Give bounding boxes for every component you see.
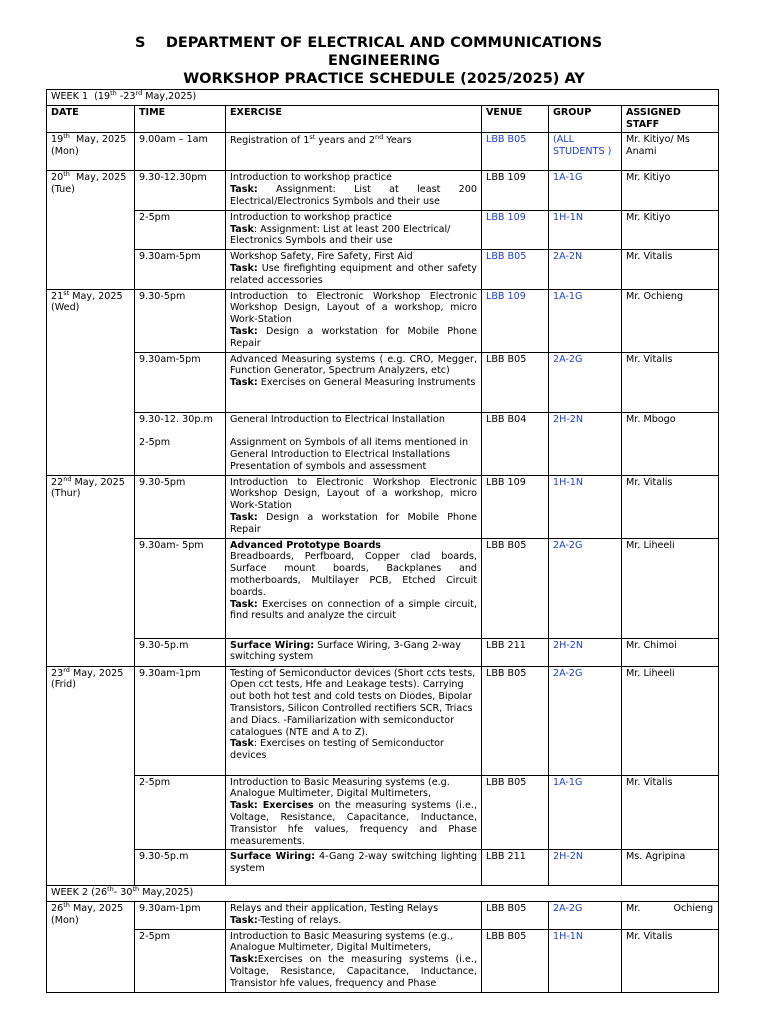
exercise-cell xyxy=(226,850,482,886)
table-row xyxy=(47,250,719,289)
exercise-text: Relays and their application, Testing Relays xyxy=(230,903,439,915)
group-cell: 2A-2N xyxy=(549,250,622,289)
staff-cell: Mr. Vitalis xyxy=(622,475,719,538)
exercise-text: Introduction to Electronic Workshop Electronic Workshop Design, Layout of a workshop, micro Work-Station xyxy=(230,476,477,512)
task-text: Exercises on connection of a simple circuit, find results and analyze the circuit xyxy=(230,598,477,622)
task-label: Task: xyxy=(230,598,258,610)
time-cell: 9.30-12. 30p.m 2-5pm xyxy=(135,412,226,475)
time-cell: 9.30-5p.m xyxy=(135,638,226,666)
department-title: DEPARTMENT OF ELECTRICAL AND COMMUNICATIONS xyxy=(165,35,603,51)
table-row xyxy=(47,850,719,886)
venue-cell: LBB 211 xyxy=(482,850,549,886)
task-text: Use firefighting equipment and other safety related accessories xyxy=(230,262,477,286)
venue-cell: LBB B05 xyxy=(482,666,549,775)
exercise-text: 4-Gang 2-way switching lighting system xyxy=(230,851,478,875)
venue-cell: LBB B05 xyxy=(482,929,549,992)
staff-cell: Mr. Vitalis xyxy=(622,250,719,289)
staff-cell: Mr. Ochieng xyxy=(622,902,719,930)
task-label: Task: xyxy=(230,325,258,337)
header-mark: S xyxy=(135,35,146,51)
table-row xyxy=(47,775,719,850)
staff-cell: Mr. Mbogo xyxy=(622,412,719,475)
date-cell: 19th May, 2025 (Mon) xyxy=(47,133,135,171)
staff-cell: Mr. Kitiyo xyxy=(622,171,719,210)
group-cell: 2A-2G xyxy=(549,352,622,412)
exercise-cell xyxy=(226,210,482,249)
task-text: Design a workstation for Mobile Phone Repair xyxy=(230,325,477,349)
table-row xyxy=(47,171,719,210)
group-cell: 1A-1G xyxy=(549,289,622,352)
table-row xyxy=(47,133,719,171)
exercise-text: Advanced Measuring systems ( e.g. CRO, Megger, Function Generator, Spectrum Analyzers, etc) xyxy=(230,353,477,377)
group-cell: 1H-1N xyxy=(549,475,622,538)
exercise-cell xyxy=(226,289,482,352)
group-cell: (ALL STUDENTS ) xyxy=(549,133,622,171)
group-cell: 2H-2N xyxy=(549,412,622,475)
exercise-cell xyxy=(226,412,482,475)
staff-cell: Mr. Chimoi xyxy=(622,638,719,666)
group-cell: 1H-1N xyxy=(549,210,622,249)
exercise-title: Advanced Prototype Boards xyxy=(230,539,382,551)
task-label: Task: xyxy=(230,377,258,389)
table-row xyxy=(47,352,719,412)
exercise-cell xyxy=(226,250,482,289)
group-cell: 2H-2N xyxy=(549,638,622,666)
exercise-cell xyxy=(226,902,482,930)
time-cell: 9.30am-5pm xyxy=(135,352,226,412)
time-cell: 9.30am-1pm xyxy=(135,666,226,775)
task-text: Exercises on the measuring systems (i.e., Voltage, Resistance, Capacitance, Inductance, Transistor hfe values, frequency and Phase xyxy=(230,954,477,989)
group-cell: 2A-2G xyxy=(549,666,622,775)
table-row xyxy=(47,902,719,930)
exercise-cell xyxy=(226,538,482,638)
venue-cell: LBB B05 xyxy=(482,902,549,930)
table-row xyxy=(47,210,719,249)
exercise-cell xyxy=(226,352,482,412)
exercise-text: Breadboards, Perfboard, Copper clad boards, Surface mount boards, Backplanes and motherboards, Multilayer PCB, Etched Circuit boards. xyxy=(230,551,477,598)
exercise-cell xyxy=(226,666,482,775)
exercise-text-second: Assignment on Symbols of all items mentioned in General Introduction to Electrical Installations Presentation of symbols and assessment xyxy=(230,437,469,472)
task-text: Assignment: List at least 200 Electrical/Electronics Symbols and their use xyxy=(230,184,477,207)
time-cell: 9.30-5pm xyxy=(135,475,226,538)
col-header-staff: ASSIGNED STAFF xyxy=(622,105,719,133)
venue-cell: LBB 211 xyxy=(482,638,549,666)
exercise-cell xyxy=(226,475,482,538)
staff-cell: Mr. Kitiyo xyxy=(622,210,719,249)
staff-cell: Mr. Liheeli xyxy=(622,666,719,775)
task-text: Design a workstation for Mobile Phone Repair xyxy=(230,511,477,535)
task-text: Exercises on General Measuring Instruments xyxy=(260,377,476,389)
time-cell-second: 2-5pm xyxy=(139,437,171,449)
time-cell: 9.30am-5pm xyxy=(135,250,226,289)
table-row xyxy=(47,929,719,992)
time-cell: 9.30-5pm xyxy=(135,289,226,352)
date-cell: 21st May, 2025 (Wed) xyxy=(47,289,135,475)
time-cell: 9.00am – 1am xyxy=(135,133,226,171)
col-header-time: TIME xyxy=(135,105,226,133)
table-row xyxy=(47,412,719,475)
exercise-title: Surface Wiring: xyxy=(230,639,315,651)
task-label: Task: xyxy=(230,184,258,196)
table-row xyxy=(47,638,719,666)
date-cell: 23rd May, 2025 (Frid) xyxy=(47,666,135,886)
exercise-cell xyxy=(226,171,482,210)
task-text: : Exercises on testing of Semiconductor devices xyxy=(230,738,444,762)
exercise-text: Introduction to Basic Measuring systems (e.g. Analogue Multimeter, Digital Multimeters, xyxy=(230,776,450,800)
table-row xyxy=(47,475,719,538)
schedule-title: WORKSHOP PRACTICE SCHEDULE (2025/2025) AY xyxy=(183,71,585,87)
time-cell: 2-5pm xyxy=(135,929,226,992)
staff-cell: Mr. Vitalis xyxy=(622,929,719,992)
staff-cell: Mr. Ochieng xyxy=(622,289,719,352)
col-header-date: DATE xyxy=(47,105,135,133)
venue-cell: LBB B05 xyxy=(482,133,549,171)
exercise-cell xyxy=(226,929,482,992)
task-label: Task: xyxy=(230,914,258,926)
staff-cell: Ms. Agripina xyxy=(622,850,719,886)
task-label: Task xyxy=(230,738,254,750)
group-cell: 1A-1G xyxy=(549,775,622,850)
staff-cell: Mr. Kitiyo/ Ms Anami xyxy=(622,133,719,171)
time-cell: 9.30am-1pm xyxy=(135,902,226,930)
staff-cell: Mr. Vitalis xyxy=(622,775,719,850)
date-cell: 26th May, 2025 (Mon) xyxy=(47,902,135,993)
time-cell: 9.30-12.30pm xyxy=(135,171,226,210)
col-header-group: GROUP xyxy=(549,105,622,133)
exercise-text: Introduction to workshop practice xyxy=(230,172,392,184)
task-text: : Assignment: List at least 200 Electrical/ Electronics Symbols and their use xyxy=(230,223,451,247)
department-title-line2: ENGINEERING xyxy=(328,53,440,69)
date-cell: 22nd May, 2025 (Thur) xyxy=(47,475,135,666)
column-header-row xyxy=(47,105,719,133)
week-2-label: WEEK 2 (26th- 30th May,2025) xyxy=(47,886,719,902)
venue-cell: LBB B05 xyxy=(482,352,549,412)
time-cell: 9.30am- 5pm xyxy=(135,538,226,638)
exercise-cell: Registration of 1st years and 2nd Years xyxy=(226,133,482,171)
venue-cell: LBB 109 xyxy=(482,210,549,249)
exercise-text: General Introduction to Electrical Installation xyxy=(230,413,445,425)
task-label: Task xyxy=(230,223,254,235)
exercise-cell xyxy=(226,638,482,666)
exercise-text: Introduction to Basic Measuring systems (e.g., Analogue Multimeter, Digital Multimeters, xyxy=(230,930,453,954)
week-1-label: WEEK 1 (19th -23rd May,2025) xyxy=(47,90,719,106)
staff-cell: Mr. Liheeli xyxy=(622,538,719,638)
group-cell: 2H-2N xyxy=(549,850,622,886)
venue-cell: LBB B05 xyxy=(482,775,549,850)
venue-cell: LBB 109 xyxy=(482,289,549,352)
task-text: -Testing of relays. xyxy=(257,914,342,926)
task-label: Task: xyxy=(230,954,258,966)
exercise-text: Testing of Semiconductor devices (Short ccts tests, Open cct tests, Hfe and Leakage tests). Carrying out both hot test and cold tests on Diodes, Bipolar Transistors, Silicon Controlled rectifiers SCR, Triacs and Diacs. -Familiarization with semiconductor catalogues (NTE and A to Z). xyxy=(230,667,476,738)
venue-cell: LBB B04 xyxy=(482,412,549,475)
document-header xyxy=(0,34,768,88)
group-cell: 2A-2G xyxy=(549,538,622,638)
col-header-venue: VENUE xyxy=(482,105,549,133)
task-label: Task: xyxy=(230,511,258,523)
exercise-title: Surface Wiring: xyxy=(230,851,316,863)
workshop-schedule-table xyxy=(46,89,719,993)
table-row xyxy=(47,289,719,352)
group-cell: 1H-1N xyxy=(549,929,622,992)
date-cell: 20th May, 2025 (Tue) xyxy=(47,171,135,289)
time-cell: 2-5pm xyxy=(135,775,226,850)
week-1-row xyxy=(47,90,719,106)
group-cell: 1A-1G xyxy=(549,171,622,210)
venue-cell: LBB B05 xyxy=(482,538,549,638)
week-2-row xyxy=(47,886,719,902)
group-cell: 2A-2G xyxy=(549,902,622,930)
venue-cell: LBB 109 xyxy=(482,475,549,538)
exercise-text: Surface Wiring, 3-Gang 2-way switching system xyxy=(230,639,461,663)
exercise-text: Workshop Safety, Fire Safety, First Aid xyxy=(230,251,413,263)
exercise-text: Introduction to workshop practice xyxy=(230,211,392,223)
table-row xyxy=(47,666,719,775)
venue-cell: LBB B05 xyxy=(482,250,549,289)
col-header-exercise: EXERCISE xyxy=(226,105,482,133)
venue-cell: LBB 109 xyxy=(482,171,549,210)
exercise-cell xyxy=(226,775,482,850)
exercise-text: Introduction to Electronic Workshop Electronic Workshop Design, Layout of a workshop, micro Work-Station xyxy=(230,290,477,326)
task-text: on the measuring systems (i.e., Voltage, Resistance, Capacitance, Inductance, Transistor hfe values, frequency and Phase measurements. xyxy=(230,800,477,847)
time-cell: 2-5pm xyxy=(135,210,226,249)
table-row xyxy=(47,538,719,638)
staff-cell: Mr. Vitalis xyxy=(622,352,719,412)
task-label: Task: xyxy=(230,262,258,274)
task-label: Task: Exercises xyxy=(230,800,314,812)
time-cell: 9.30-5p.m xyxy=(135,850,226,886)
